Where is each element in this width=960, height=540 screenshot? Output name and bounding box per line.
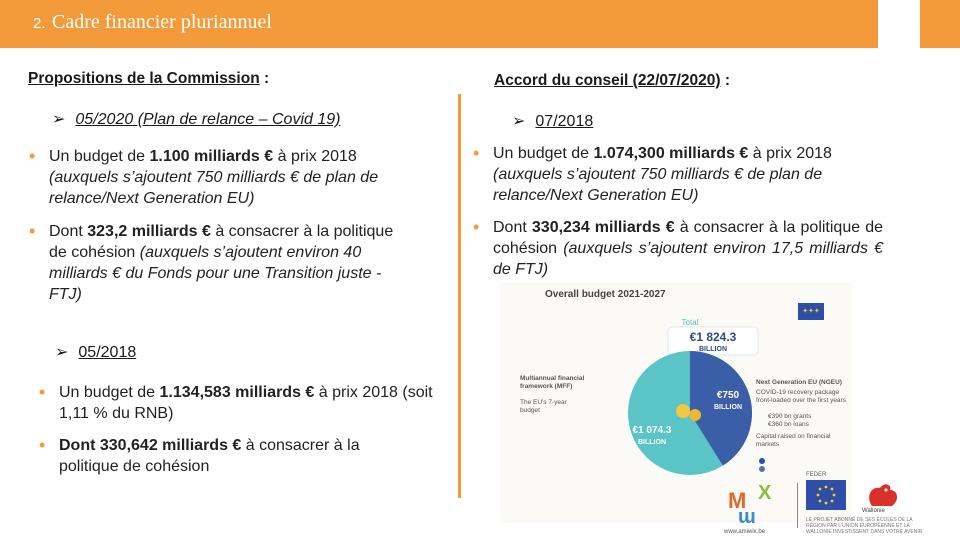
mff-value: €1 074.3 (632, 425, 672, 436)
left-heading-text: Propositions de la Commission (28, 70, 260, 87)
left-bullet-1 (29, 146, 419, 209)
legend-loans: €360 bn loans (768, 421, 809, 428)
left-subheading-2020 (52, 109, 340, 129)
arrow-bullet-icon: ➢ (52, 111, 66, 128)
left-bullet-2 (29, 221, 409, 305)
right-bullet-1 (473, 143, 883, 206)
logo-site: www.amiwix.be (724, 529, 766, 535)
text-bold: 1.100 milliards € (149, 148, 274, 165)
right-sub1-text: 07/2018 (535, 113, 594, 130)
ngeu-note: Capital raised on financial markets (756, 433, 831, 448)
eu-flag-icon: ✦✦✦ (798, 303, 824, 320)
bullet-dot-icon: • (473, 217, 480, 237)
mff-unit: BILLION (638, 439, 666, 446)
text: Dont (493, 219, 532, 236)
left-heading-suffix: : (259, 70, 270, 87)
total-value: €1 824.3 (689, 330, 737, 344)
right-bullet-2 (473, 217, 884, 280)
logo-letter-m: M (728, 488, 747, 513)
right-heading-suffix: : (720, 72, 731, 89)
bullet-dot-icon: • (473, 143, 480, 163)
mff-desc: The EU's 7-year budget (520, 399, 567, 414)
text: à prix 2018 (soit 1,11 % du RNB) (59, 384, 433, 422)
left-bullet-3 (39, 382, 449, 424)
right-heading-text: Accord du conseil (22/07/2020) (494, 72, 721, 89)
mff-label: Multiannual financial framework (MFF) (520, 375, 585, 390)
bullet-dot-icon: • (39, 435, 46, 455)
ngeu-unit: BILLION (714, 404, 742, 411)
text: à consacrer à la politique de cohésion (59, 437, 360, 475)
logo-letter-x: X (758, 482, 772, 504)
infographic-title: Overall budget 2021-2027 (545, 289, 666, 300)
left-sub1-text: 05/2020 (Plan de relance – Covid 19) (75, 111, 341, 128)
text-bold: 323,2 milliards € (87, 223, 211, 240)
ngeu-value: €750 (716, 390, 740, 401)
legend-loans-marker (759, 466, 765, 472)
text: à consacrer à la politique de cohésion (493, 219, 884, 257)
coins-icon (689, 409, 701, 421)
legal-notice: LE PROJET ABONNÉ DE SES ÉCOLES DE LA RÉGION PAR L'UNION EUROPÉENNE ET LA WALLONIE INVESTISSENT DANS VOTRE AVENIR (806, 517, 923, 535)
text-bold: 1.134,583 milliards € (159, 384, 315, 401)
left-sub2-text: 05/2018 (78, 344, 137, 361)
mixiw-logo (720, 476, 792, 538)
page-title: Cadre financier pluriannuel (52, 11, 272, 33)
bullet-dot-icon: • (29, 146, 36, 166)
right-subheading-2018 (512, 111, 593, 131)
wallonie-rooster-icon (858, 480, 908, 510)
text-bold: 330,234 milliards € (531, 219, 675, 236)
text: Dont (49, 223, 88, 240)
text: Un budget de (493, 145, 594, 162)
text-bold: Dont 330,642 milliards € (59, 437, 242, 454)
text-italic: (auxquels s’ajoutent environ 40 milliards € du Fonds pour une Transition juste - FTJ) (49, 244, 382, 303)
bullet-dot-icon: • (29, 221, 36, 241)
text-italic: (auxquels s’ajoutent 750 milliards € de plan de relance/Next Generation EU) (493, 166, 823, 204)
text: Un budget de (59, 384, 160, 401)
feder-label: FEDER (806, 472, 827, 478)
section-number: 2. (33, 15, 46, 32)
logo-separator (797, 483, 798, 528)
wallonie-label: Wallonie (862, 508, 885, 514)
arrow-bullet-icon: ➢ (512, 113, 526, 130)
coins-icon (676, 404, 690, 418)
ngeu-desc: COVID-19 recovery package front-loaded over the first years (756, 389, 846, 404)
text: à prix 2018 (273, 148, 357, 165)
arrow-bullet-icon: ➢ (55, 344, 69, 361)
right-heading (494, 72, 730, 90)
text-italic: (auxquels s’ajoutent 750 milliards € de plan de relance/Next Generation EU) (49, 169, 379, 207)
eu-stars-icon (806, 480, 846, 510)
text: à consacrer à la politique de cohésion (49, 223, 394, 261)
text-bold: 1.074,300 milliards € (593, 145, 749, 162)
left-bullet-4 (39, 435, 419, 477)
corner-accent (920, 0, 960, 48)
legend-grants: €390 bn grants (768, 413, 812, 420)
budget-infographic (500, 283, 852, 523)
column-divider (458, 94, 461, 498)
left-subheading-2018 (55, 342, 136, 362)
ngeu-label: Next Generation EU (NGEU) (756, 379, 842, 386)
eu-flag-logo-icon (806, 480, 846, 510)
left-heading (28, 70, 269, 88)
total-unit: BILLION (699, 346, 727, 353)
text-italic: (auxquels s’ajoutent environ 17,5 milliards € de FTJ) (493, 240, 883, 278)
logo-letter-w: ɯ (738, 506, 756, 528)
text: à prix 2018 (748, 145, 832, 162)
title-bar (0, 0, 878, 48)
legend-grants-marker (759, 458, 765, 464)
total-label: Total (681, 318, 699, 327)
text: Un budget de (49, 148, 150, 165)
bullet-dot-icon: • (39, 382, 46, 402)
